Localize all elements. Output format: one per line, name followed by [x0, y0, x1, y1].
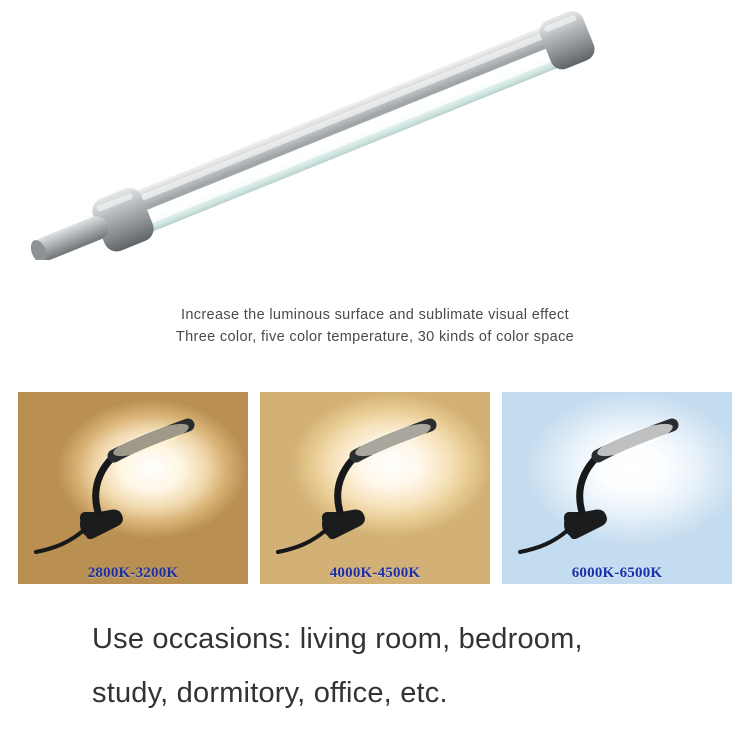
led-tube-icon — [0, 0, 750, 260]
caption-line-1: Increase the luminous surface and sublimate visual effect — [180, 307, 570, 323]
clip-desk-lamp-icon — [260, 392, 490, 584]
color-temperature-card-natural[interactable] — [260, 392, 490, 584]
swatch-label-warm: 2800K-3200K — [87, 565, 179, 581]
color-temperature-card-cool[interactable] — [502, 392, 732, 584]
clip-desk-lamp-icon — [18, 392, 248, 584]
clip-desk-lamp-icon — [502, 392, 732, 584]
caption-block — [0, 304, 750, 348]
hero-product-image — [0, 0, 750, 288]
caption-line-2: Three color, five color temperature, 30 kinds of color space — [175, 329, 575, 345]
swatch-label-cool: 6000K-6500K — [571, 565, 663, 581]
color-temperature-gallery — [18, 392, 732, 584]
headline-line-2: study, dormitory, office, etc. — [92, 677, 448, 709]
headline-line-1: Use occasions: living room, bedroom, — [92, 623, 583, 655]
color-temperature-card-warm[interactable] — [18, 392, 248, 584]
swatch-label-natural: 4000K-4500K — [329, 565, 421, 581]
use-occasions-headline — [0, 612, 750, 720]
